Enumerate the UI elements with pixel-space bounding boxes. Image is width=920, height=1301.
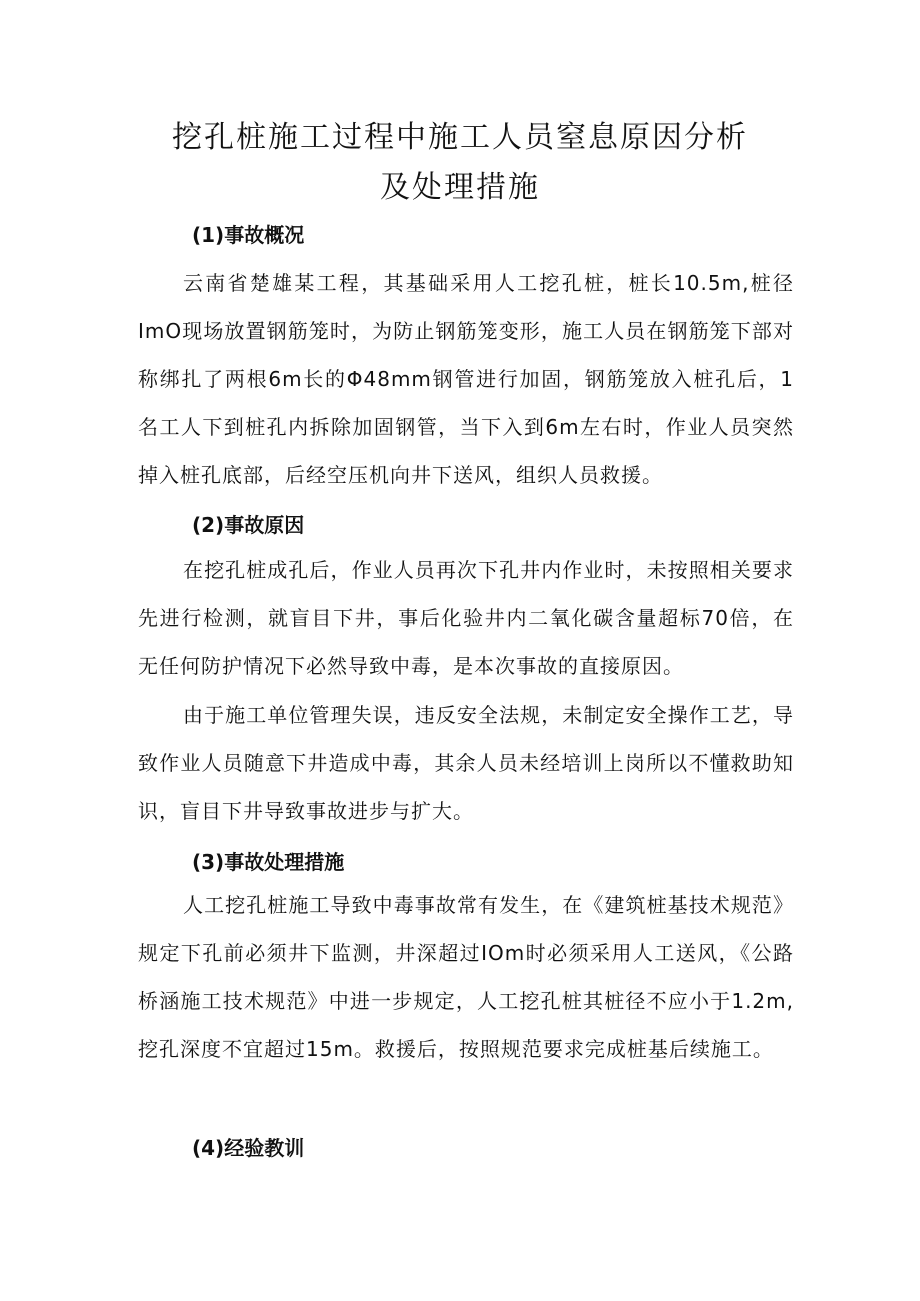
paragraph-direct-cause: 在挖孔桩成孔后，作业人员再次下孔井内作业时，未按照相关要求先进行检测，就盲目下井，事后化验井内二氧化碳含量超标70倍，在无任何防护情况下必然导致中毒，是本次事故的直接原因。 (138, 558, 794, 678)
paragraph-treatment-measures: 人工挖孔桩施工导致中毒事故常有发生，在《建筑桩基技术规范》规定下孔前必须井下监测，井深超过IOm时必须采用人工送风，《公路桥涵施工技术规范》中进一步规定，人工挖孔桩其桩径不应小于1.2m,挖孔深度不宜超过15m。救援后，按照规范要求完成桩基后续施工。 (138, 893, 794, 1061)
document-title-line-2: 及处理措施 (380, 170, 540, 205)
section-heading-accident-overview: (1)事故概况 (192, 223, 305, 247)
section-heading-accident-cause: (2)事故原因 (192, 513, 305, 537)
section-heading-lessons-learned: (4)经验教训 (192, 1136, 305, 1160)
document-title-line-1: 挖孔桩施工过程中施工人员窒息原因分析 (172, 120, 748, 155)
section-heading-treatment-measures: (3)事故处理措施 (192, 850, 345, 874)
paragraph-management-cause: 由于施工单位管理失误，违反安全法规，未制定安全操作工艺，导致作业人员随意下井造成中毒，其余人员未经培训上岗所以不懂救助知识，盲目下井导致事故进步与扩大。 (138, 703, 794, 823)
paragraph-accident-overview: 云南省楚雄某工程，其基础采用人工挖孔桩，桩长10.5m,桩径ImO现场放置钢筋笼时，为防止钢筋笼变形，施工人员在钢筋笼下部对称绑扎了两根6m长的Φ48mm钢管进行加固，钢筋笼放入桩孔后，1名工人下到桩孔内拆除加固钢管，当下入到6m左右时，作业人员突然掉入桩孔底部，后经空压机向井下送风，组织人员救援。 (138, 271, 794, 487)
